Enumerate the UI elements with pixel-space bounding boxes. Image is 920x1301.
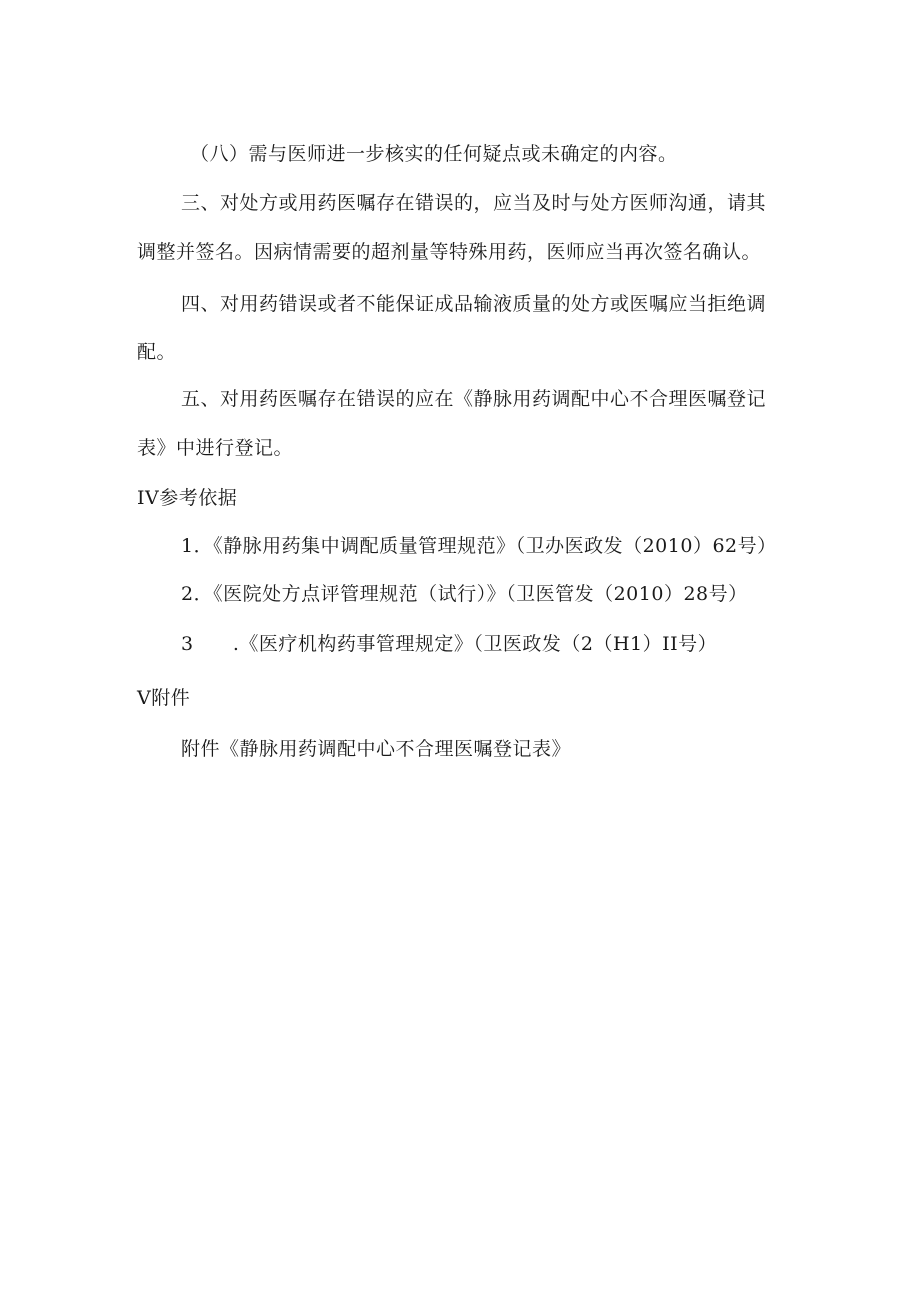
paragraph-5-line-1: 五、对用药医嘱存在错误的应在《静脉用药调配中心不合理医嘱登记 xyxy=(181,388,767,410)
section-heading-attachments: V附件 xyxy=(137,687,191,709)
paragraph-3-line-1: 三、对处方或用药医嘱存在错误的，应当及时与处方医师沟通，请其 xyxy=(181,192,767,214)
paragraph-4-line-2: 配。 xyxy=(137,341,177,363)
paragraph-5-line-2: 表》中进行登记。 xyxy=(137,437,294,459)
paragraph-4-line-1: 四、对用药错误或者不能保证成品输液质量的处方或医嘱应当拒绝调 xyxy=(181,293,767,315)
attachment-item: 附件《静脉用药调配中心不合理医嘱登记表》 xyxy=(181,738,572,760)
section-heading-references: IV参考依据 xyxy=(137,487,238,509)
reference-item: 1．《静脉用药集中调配质量管理规范》（卫办医政发（2010）62号） xyxy=(181,535,777,557)
reference-item: 3 .《医疗机构药事管理规定》（卫医政发（2（H1）II号） xyxy=(181,633,718,655)
paragraph-3-line-2: 调整并签名。因病情需要的超剂量等特殊用药，医师应当再次签名确认。 xyxy=(137,241,762,263)
reference-item: 2．《医院处方点评管理规范（试行）》（卫医管发（2010）28号） xyxy=(181,583,748,605)
list-item-8: （八）需与医师进一步核实的任何疑点或未确定的内容。 xyxy=(190,143,678,165)
